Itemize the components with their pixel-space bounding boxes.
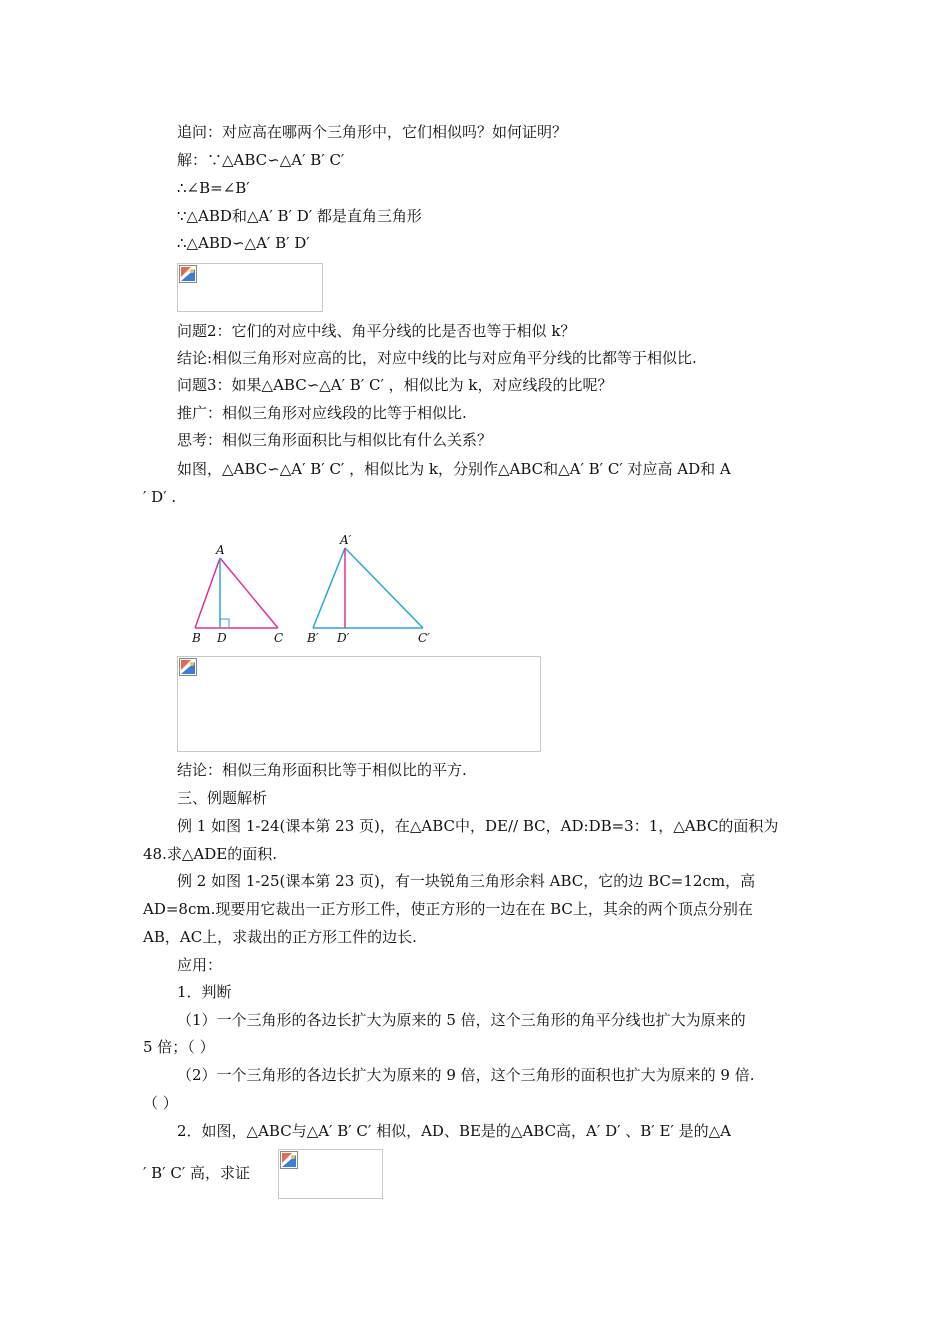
text-line: 例 2 如图 1-25(课本第 23 页)，有一块锐角三角形余料 ABC，它的边 BC=12cm，高 xyxy=(177,872,756,890)
text-line: （1）一个三角形的各边长扩大为原来的 5 倍，这个三角形的角平分线也扩大为原来的 xyxy=(177,1011,746,1029)
text-line: 5 倍；（ ） xyxy=(143,1038,215,1056)
broken-image-placeholder xyxy=(278,1149,383,1199)
text-line: ∵△ABD和△A′ B′ D′ 都是直角三角形 xyxy=(177,207,422,225)
broken-image-icon xyxy=(179,265,197,283)
text-line: 1．判断 xyxy=(177,983,232,1001)
text-line: ′ D′ . xyxy=(143,488,177,506)
text-line: ∴∠B=∠B′ xyxy=(177,179,250,197)
section-heading: 三、例题解析 xyxy=(177,789,268,807)
label-b-prime: B′ xyxy=(307,631,319,645)
segment-ac xyxy=(220,558,278,628)
label-a: A xyxy=(216,543,225,557)
label-a-prime: A′ xyxy=(340,533,352,547)
segment-a1b1 xyxy=(313,548,345,628)
text-line: 推广：相似三角形对应线段的比等于相似比. xyxy=(177,404,467,422)
text-line: 2．如图，△ABC与△A′ B′ C′ 相似，AD、BE是的△ABC高，A′ D′ 、B′ E′ 是的△A xyxy=(177,1122,731,1140)
text-line: （2）一个三角形的各边长扩大为原来的 9 倍，这个三角形的面积也扩大为原来的 9 倍. xyxy=(177,1066,755,1084)
text-line: 应用： xyxy=(177,956,223,974)
text-line: 思考：相似三角形面积比与相似比有什么关系？ xyxy=(177,431,493,449)
text-line: ∴△ABD∽△A′ B′ D′ xyxy=(177,234,310,252)
text-line: 追问：对应高在哪两个三角形中，它们相似吗？如何证明？ xyxy=(177,123,568,141)
right-angle-mark xyxy=(220,619,229,628)
text-line: 48.求△ADE的面积. xyxy=(143,845,277,863)
text-line: 如图，△ABC∽△A′ B′ C′ ，相似比为 k，分别作△ABC和△A′ B′ C′ 对应高 AD和 A xyxy=(177,460,731,478)
text-line: AD=8cm.现要用它裁出一正方形工件，使正方形的一边在在 BC上，其余的两个顶点分别在 xyxy=(143,900,753,918)
label-b: B xyxy=(192,631,201,645)
segment-a1c1 xyxy=(345,548,423,628)
broken-image-placeholder xyxy=(177,656,541,752)
text-line: 例 1 如图 1-24(课本第 23 页)，在△ABC中，DE// BC，AD:DB=3：1，△ABC的面积为 xyxy=(177,817,779,835)
label-d: D xyxy=(217,631,227,645)
broken-image-icon xyxy=(280,1151,298,1169)
text-line: 解：∵△ABC∽△A′ B′ C′ xyxy=(177,151,345,169)
similar-triangles-figure xyxy=(180,530,440,645)
broken-image-icon xyxy=(179,658,197,676)
text-line: 结论:相似三角形对应高的比，对应中线的比与对应角平分线的比都等于相似比. xyxy=(177,349,697,367)
text-line: AB，AC上，求裁出的正方形工件的边长. xyxy=(143,928,417,946)
text-line: 问题2：它们的对应中线、角平分线的比是否也等于相似 k？ xyxy=(177,322,576,340)
label-c-prime: C′ xyxy=(418,631,430,645)
segment-ab xyxy=(195,558,220,628)
broken-image-placeholder xyxy=(177,263,323,312)
text-line: 结论：相似三角形面积比等于相似比的平方. xyxy=(177,761,467,779)
label-c: C xyxy=(274,631,284,645)
text-line: ′ B′ C′ 高，求证 xyxy=(143,1164,251,1182)
text-line: （ ） xyxy=(143,1094,178,1112)
text-line: 问题3：如果△ABC∽△A′ B′ C′ ，相似比为 k，对应线段的比呢？ xyxy=(177,376,613,394)
label-d-prime: D′ xyxy=(337,631,350,645)
